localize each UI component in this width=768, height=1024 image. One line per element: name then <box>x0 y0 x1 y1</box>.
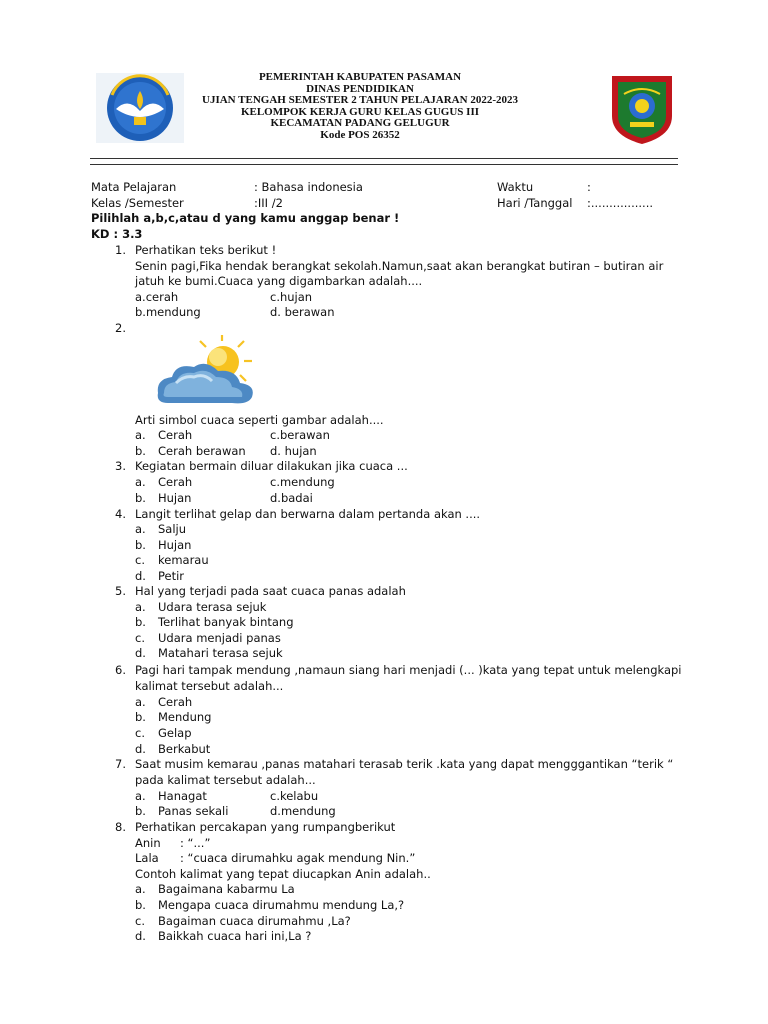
q7-option-c: c.kelabu <box>270 789 319 803</box>
q5-option-c-letter: c. <box>135 631 145 645</box>
instruction: Pilihlah a,b,c,atau d yang kamu anggap benar ! <box>91 211 400 225</box>
subject-value: : Bahasa indonesia <box>254 180 363 194</box>
letterhead-line-3: UJIAN TENGAH SEMESTER 2 TAHUN PELAJARAN 2022-2023 <box>202 94 518 107</box>
q5-option-a-letter: a. <box>135 600 146 614</box>
q7-option-a-letter: a. <box>135 789 146 803</box>
q8-option-a: Bagaimana kabarmu La <box>158 882 295 896</box>
q8-option-b-letter: b. <box>135 898 146 912</box>
q3-option-b: Hujan <box>158 491 192 505</box>
q3-option-a: Cerah <box>158 475 193 489</box>
q4-option-a: Salju <box>158 522 187 536</box>
q7-option-b: Panas sekali <box>158 804 229 818</box>
class-value: :III /2 <box>254 196 283 210</box>
date-value: :................. <box>587 196 654 210</box>
q6-option-d: Berkabut <box>158 742 211 756</box>
q5-option-a: Udara terasa sejuk <box>158 600 267 614</box>
q1-number: 1. <box>115 243 126 257</box>
q5-option-b: Terlihat banyak bintang <box>158 615 294 629</box>
q5-option-d: Matahari terasa sejuk <box>158 646 283 660</box>
q8-option-d-letter: d. <box>135 929 146 943</box>
q3-option-b-letter: b. <box>135 491 146 505</box>
q5-option-c: Udara menjadi panas <box>158 631 281 645</box>
q1-option-c: c.hujan <box>270 290 313 304</box>
header-rule-bottom <box>90 164 678 165</box>
q6-option-d-letter: d. <box>135 742 146 756</box>
letterhead-line-2: DINAS PENDIDIKAN <box>306 82 414 95</box>
q8-number: 8. <box>115 820 126 834</box>
q5-number: 5. <box>115 584 126 598</box>
q7-option-b-letter: b. <box>135 804 146 818</box>
q1-text: Perhatikan teks berikut ! <box>135 243 277 257</box>
q8-speaker-anin: Anin <box>135 836 161 850</box>
q4-option-c-letter: c. <box>135 553 145 567</box>
q8-line-anin: : “...” <box>180 836 211 850</box>
q7-text-line2: pada kalimat tersebut adalah... <box>135 773 316 787</box>
q7-text: Saat musim kemarau ,panas matahari terasab terik .kata yang dapat mengggantikan “terik “ <box>135 757 674 771</box>
q6-option-a-letter: a. <box>135 695 146 709</box>
q2-option-b: Cerah berawan <box>158 444 246 458</box>
q4-text: Langit terlihat gelap dan berwarna dalam pertanda akan .... <box>135 507 481 521</box>
q2-option-b-letter: b. <box>135 444 146 458</box>
q2-option-a-letter: a. <box>135 428 146 442</box>
kd-label: KD : 3.3 <box>91 227 143 241</box>
q4-option-b: Hujan <box>158 538 192 552</box>
q6-option-b-letter: b. <box>135 710 146 724</box>
q6-option-c: Gelap <box>158 726 192 740</box>
q3-text: Kegiatan bermain diluar dilakukan jika cuaca ... <box>135 459 408 473</box>
q8-text-line4: Contoh kalimat yang tepat diucapkan Anin adalah.. <box>135 867 431 881</box>
q4-number: 4. <box>115 507 126 521</box>
letterhead <box>150 72 570 142</box>
q2-option-a: Cerah <box>158 428 193 442</box>
q8-option-c-letter: c. <box>135 914 145 928</box>
q6-text: Pagi hari tampak mendung ,namaun siang hari menjadi (... )kata yang tepat untuk melengkapi <box>135 663 682 677</box>
q7-number: 7. <box>115 757 126 771</box>
q8-option-c: Bagaiman cuaca dirumahmu ,La? <box>158 914 351 928</box>
q6-number: 6. <box>115 663 126 677</box>
q1-text-line2: Senin pagi,Fika hendak berangkat sekolah.Namun,saat akan berangkat butiran – butiran air <box>135 259 664 273</box>
q5-option-b-letter: b. <box>135 615 146 629</box>
q2-text: Arti simbol cuaca seperti gambar adalah.... <box>135 413 384 427</box>
q2-number: 2. <box>115 321 126 335</box>
q1-option-b: b.mendung <box>135 305 201 319</box>
q1-text-line3: jatuh ke bumi.Cuaca yang digambarkan adalah.... <box>135 274 423 288</box>
q4-option-c: kemarau <box>158 553 209 567</box>
q8-option-a-letter: a. <box>135 882 146 896</box>
q8-speaker-lala: Lala <box>135 851 159 865</box>
q2-option-d: d. hujan <box>270 444 317 458</box>
date-label: Hari /Tanggal <box>497 196 573 210</box>
q3-option-c: c.mendung <box>270 475 335 489</box>
letterhead-line-4: KELOMPOK KERJA GURU KELAS GUGUS III <box>240 105 480 118</box>
q7-option-d: d.mendung <box>270 804 336 818</box>
letterhead-line-6: Kode POS 26352 <box>320 128 400 141</box>
q4-option-a-letter: a. <box>135 522 146 536</box>
q1-option-a: a.cerah <box>135 290 179 304</box>
q5-option-d-letter: d. <box>135 646 146 660</box>
subject-label: Mata Pelajaran <box>91 180 177 194</box>
q8-text: Perhatikan percakapan yang rumpangberikut <box>135 820 396 834</box>
class-label: Kelas /Semester <box>91 196 184 210</box>
q4-option-d-letter: d. <box>135 569 146 583</box>
pasaman-regency-emblem <box>608 72 676 146</box>
q4-option-d: Petir <box>158 569 185 583</box>
q6-option-c-letter: c. <box>135 726 145 740</box>
sun-behind-cloud-picture <box>128 335 294 411</box>
time-label: Waktu <box>497 180 534 194</box>
q8-line-lala: : “cuaca dirumahku agak mendung Nin.” <box>180 851 416 865</box>
q6-option-a: Cerah <box>158 695 193 709</box>
q1-option-d: d. berawan <box>270 305 335 319</box>
q8-option-d: Baikkah cuaca hari ini,La ? <box>158 929 312 943</box>
q3-number: 3. <box>115 459 126 473</box>
q8-option-b: Mengapa cuaca dirumahmu mendung La,? <box>158 898 405 912</box>
q6-text-line2: kalimat tersebut adalah... <box>135 679 284 693</box>
letterhead-line-1: PEMERINTAH KABUPATEN PASAMAN <box>258 71 462 83</box>
q4-option-b-letter: b. <box>135 538 146 552</box>
q3-option-d: d.badai <box>270 491 313 505</box>
header-rule-top <box>90 158 678 159</box>
q5-text: Hal yang terjadi pada saat cuaca panas adalah <box>135 584 406 598</box>
letterhead-line-5: KECAMATAN PADANG GELUGUR <box>270 117 450 130</box>
q2-option-c: c.berawan <box>270 428 330 442</box>
q3-option-a-letter: a. <box>135 475 146 489</box>
time-value: : <box>587 180 591 194</box>
q6-option-b: Mendung <box>158 710 212 724</box>
q7-option-a: Hanagat <box>158 789 207 803</box>
